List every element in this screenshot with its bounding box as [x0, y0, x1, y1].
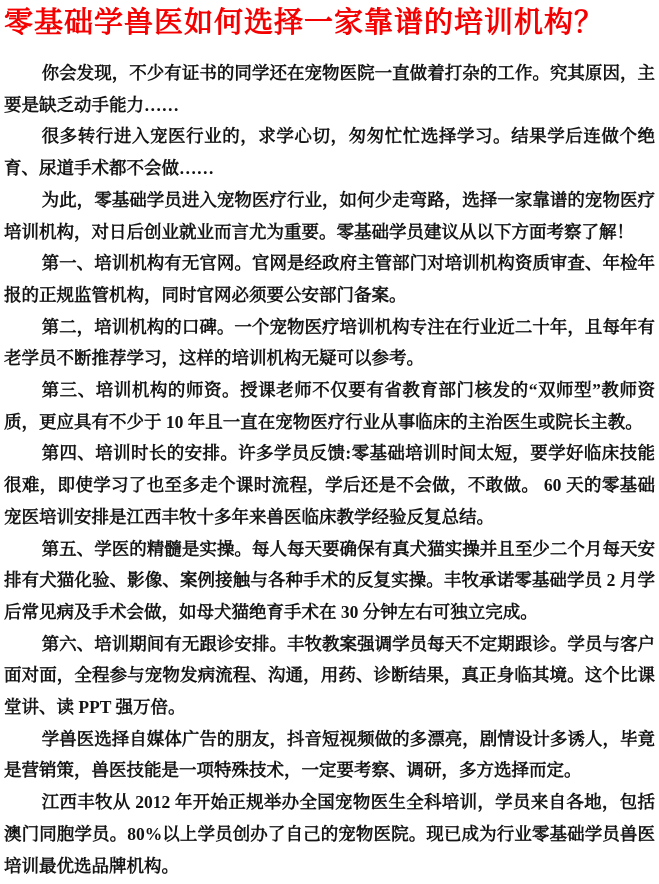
- paragraph: 为此，零基础学员进入宠物医疗行业，如何少走弯路，选择一家靠谱的宠物医疗培训机构，对日后创业就业而言尤为重要。零基础学员建议从以下方面考察了解！: [4, 189, 655, 242]
- paragraph: 第五、学医的精髓是实操。每人每天要确保有真犬猫实操并且至少二个月每天安排有犬猫化验、影像、案例接触与各种手术的反复实操。丰牧承诺零基础学员 2 月学后常见病及手术会做，如母犬猫绝育手术在 30 分钟左右可独立完成。: [4, 538, 655, 622]
- paragraph: 学兽医选择自媒体广告的朋友，抖音短视频做的多漂亮，剧情设计多诱人，毕竟是营销策，兽医技能是一项特殊技术，一定要考察、调研，多方选择而定。: [4, 728, 655, 781]
- paragraph: 第三、培训机构的师资。授课老师不仅要有省教育部门核发的“双师型”教师资质，更应具有不少于 10 年且一直在宠物医疗行业从事临床的主治医生或院长主教。: [4, 380, 655, 432]
- paragraph: 第六、培训期间有无跟诊安排。丰牧教案强调学员每天不定期跟诊。学员与客户面对面，全程参与宠物发病流程、沟通，用药、诊断结果，真正身临其境。这个比课堂讲、读 PPT 强万倍。: [4, 633, 655, 718]
- article-body: [4, 58, 655, 882]
- paragraph: 你会发现，不少有证书的同学还在宠物医院一直做着打杂的工作。究其原因，主要是缺乏动手能力……: [4, 63, 655, 115]
- page-title: 零基础学兽医如何选择一家靠谱的培训机构？: [4, 7, 605, 39]
- paragraph: 很多转行进入宠医行业的，求学心切，匆匆忙忙选择学习。结果学后连做个绝育、尿道手术都不会做……: [4, 126, 655, 179]
- paragraph: 第一、培训机构有无官网。官网是经政府主管部门对培训机构资质审查、年检年报的正规监管机构，同时官网必须要公安部门备案。: [4, 253, 655, 305]
- paragraph: 江西丰牧从 2012 年开始正规举办全国宠物医生全科培训，学员来自各地，包括澳门同胞学员。80%以上学员创办了自己的宠物医院。现已成为行业零基础学员兽医培训最优选品牌机构。: [4, 792, 655, 876]
- paragraph: 第四、培训时长的安排。许多学员反馈:零基础培训时间太短，要学好临床技能很难，即使学习了也至多走个课时流程，学后还是不会做，不敢做。 60 天的零基础宠医培训安排是江西丰牧十多年来兽医临床教学经验反复总结。: [4, 443, 655, 527]
- paragraph: 第二，培训机构的口碑。一个宠物医疗培训机构专注在行业近二十年，且每年有老学员不断推荐学习，这样的培训机构无疑可以参考。: [4, 316, 655, 369]
